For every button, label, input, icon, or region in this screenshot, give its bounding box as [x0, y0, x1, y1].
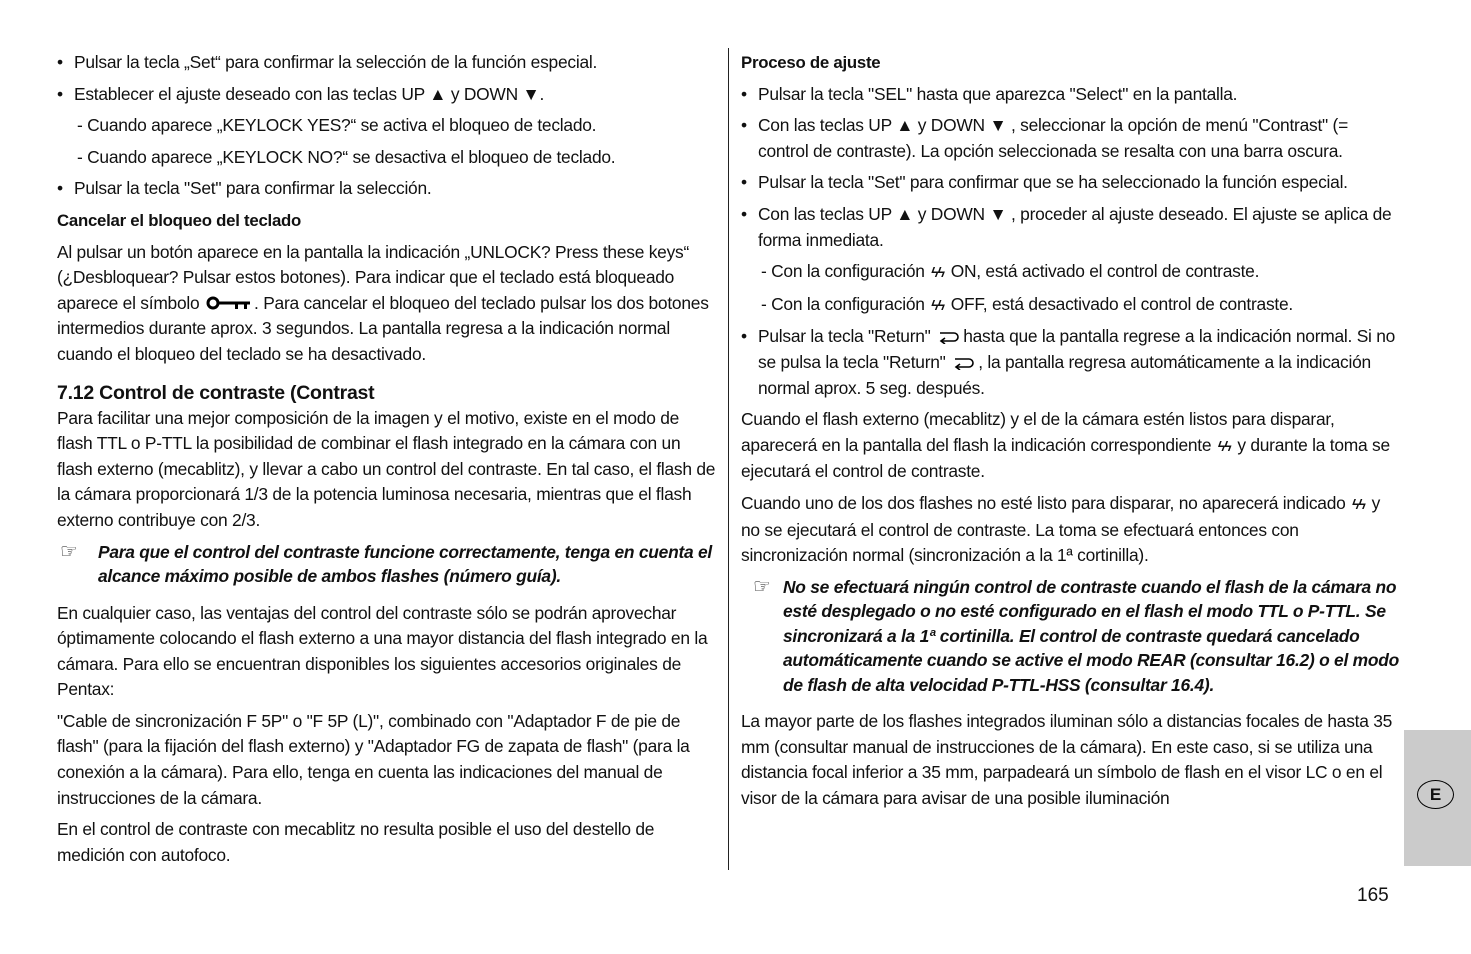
right-bullet-2: • Con las teclas UP ▲ y DOWN ▼ , seleccionar la opción de menú "Contrast" (= control de contraste). La opción seleccionada se resalta con una barra oscura.	[741, 113, 1403, 164]
contrast-flash-icon: ϟϟ	[1352, 495, 1365, 512]
left-bullet-3: • Pulsar la tecla "Set" para confirmar la selección.	[57, 176, 717, 202]
left-paragraph-advantages: En cualquier caso, las ventajas del control del contraste sólo se podrán aprovechar óptimamente colocando el flash externo a una mayor distancia del flash integrado en la cámara. Para ello se encuentran disponibles los siguientes accesorios originales de Pentax:	[57, 602, 708, 700]
return-arrow-icon	[938, 330, 960, 344]
right-note	[741, 575, 1403, 698]
right-dash-2-text-a: - Con la configuración	[761, 293, 925, 314]
left-paragraph-intro: Para facilitar una mejor composición de la imagen y el motivo, existe en el modo de flash TTL o P-TTL la posibilidad de combinar el flash integrado en la cámara con un flash externo (mecablitz), y llevar a cabo un control del contraste. En tal caso, el flash de la cámara proporcionará 1/3 de la potencia luminosa necesaria, mientras que el flash externo contribuye con 2/3.	[57, 407, 716, 530]
right-note-text: No se efectuará ningún control de contraste cuando el flash de la cámara no esté desplegado o no esté configurado en el flash el modo TTL o P-TTL. Se sincronizará a la 1ª cortinilla. El control de contraste quedará cancelado automáticamente cuando se active el modo REAR (consultar 16.2) o el modo de flash de alta velocidad P-TTL-HSS (consultar 16.4).	[783, 576, 1399, 695]
right-dash-1-text-b: ON, está activado el control de contraste.	[950, 261, 1260, 282]
right-dash-2-text-b: OFF, está desactivado el control de contraste.	[950, 293, 1293, 314]
right-not-ready-text-a: Cuando uno de los dos flashes no esté listo para disparar, no aparecerá indicado	[741, 492, 1346, 513]
section-title: 7.12 Control de contraste (Contrast	[57, 381, 375, 404]
contrast-flash-icon: ϟϟ	[931, 296, 945, 313]
left-subheading: Cancelar el bloqueo del teclado	[57, 210, 302, 230]
key-icon	[206, 295, 252, 311]
left-paragraph-unlock	[57, 240, 717, 368]
right-bullet-3: • Pulsar la tecla "Set" para confirmar que se ha seleccionado la función especial.	[741, 170, 1403, 196]
right-bullet-5-text-c: , la pantalla regresa automáticamente a la indicación normal aprox. 5 seg. después.	[758, 351, 1371, 398]
column-divider	[728, 48, 729, 870]
right-dash-1-text-a: - Con la configuración	[761, 261, 925, 282]
right-not-ready-text-b: y no se ejecutará el control de contraste. La toma se efectuará entonces con sincronización normal (sincronización a la 1ª cortinilla).	[741, 492, 1381, 566]
left-column	[57, 50, 717, 868]
left-bullet-2: • Establecer el ajuste deseado con las teclas UP ▲ y DOWN ▼.	[57, 82, 717, 108]
unlock-text-a: Al pulsar un botón aparece en la pantalla la indicación „UNLOCK? Press these keys“ (¿Desbloquear? Pulsar estos botones). Para indicar que el teclado está bloqueado aparece el símbolo	[57, 241, 690, 313]
left-dash-1: - Cuando aparece „KEYLOCK YES?“ se activa el bloqueo de teclado.	[77, 115, 597, 136]
left-paragraph-accessories: "Cable de sincronización F 5P" o "F 5P (L)", combinado con "Adaptador F de pie de flash" (para la fijación del flash externo) y "Adaptador FG de zapata de flash" (para la conexión a la cámara). Para ello, tenga en cuenta las indicaciones del manual de instrucciones de la cámara.	[57, 710, 690, 808]
right-bullet-5-text-a: Pulsar la tecla "Return"	[758, 326, 931, 347]
language-tab	[1404, 730, 1471, 866]
right-ready-text-a: Cuando el flash externo (mecablitz) y el de la cámara estén listos para disparar, aparecerá en la pantalla del flash la indicación correspondiente	[741, 409, 1335, 455]
right-paragraph-not-ready	[741, 491, 1403, 569]
pointing-hand-icon: ☞	[753, 575, 771, 598]
contrast-flash-icon: ϟϟ	[931, 264, 945, 281]
right-dash-1	[741, 259, 1403, 286]
right-column	[741, 50, 1403, 812]
right-subheading: Proceso de ajuste	[741, 53, 881, 72]
return-arrow-icon	[953, 356, 975, 370]
language-badge: E	[1417, 780, 1454, 809]
right-bullet-5	[741, 324, 1403, 401]
left-note-text: Para que el control del contraste funcione correctamente, tenga en cuenta el alcance máximo posible de ambos flashes (número guía).	[98, 541, 713, 586]
right-paragraph-focal: La mayor parte de los flashes integrados iluminan sólo a distancias focales de hasta 35 mm (consultar manual de instrucciones de la cámara). En este caso, si se utiliza una distancia focal inferior a 35 mm, parpadeará un símbolo de flash en el visor LC o en el visor de la cámara para avisar de una posible iluminación	[741, 711, 1393, 808]
page-number: 165	[1357, 885, 1389, 906]
left-note	[57, 540, 717, 589]
unlock-text-b: . Para cancelar el bloqueo del teclado pulsar los dos botones intermedios durante aprox. 3 segundos. La pantalla regresa a la indicación normal cuando el bloqueo del teclado se ha desactivado.	[57, 292, 709, 364]
left-dash-2: - Cuando aparece „KEYLOCK NO?“ se desactiva el bloqueo de teclado.	[77, 146, 616, 167]
right-bullet-4: • Con las teclas UP ▲ y DOWN ▼ , proceder al ajuste deseado. El ajuste se aplica de forma inmediata.	[741, 202, 1403, 253]
right-bullet-5-text-b: hasta que la pantalla regrese a la indicación normal. Si no se pulsa la tecla "Return"	[758, 326, 1396, 372]
right-ready-text-b: y durante la toma se ejecutará el control de contraste.	[741, 434, 1390, 482]
left-paragraph-autofocus: En el control de contraste con mecablitz no resulta posible el uso del destello de medición con autofoco.	[57, 819, 655, 865]
right-bullet-1: • Pulsar la tecla "SEL" hasta que aparezca "Select" en la pantalla.	[741, 82, 1403, 108]
right-dash-2	[741, 292, 1403, 319]
pointing-hand-icon: ☞	[60, 540, 78, 563]
right-paragraph-ready	[741, 407, 1403, 485]
left-bullet-1: • Pulsar la tecla „Set“ para confirmar la selección de la función especial.	[57, 50, 717, 76]
contrast-flash-icon: ϟϟ	[1217, 437, 1231, 454]
